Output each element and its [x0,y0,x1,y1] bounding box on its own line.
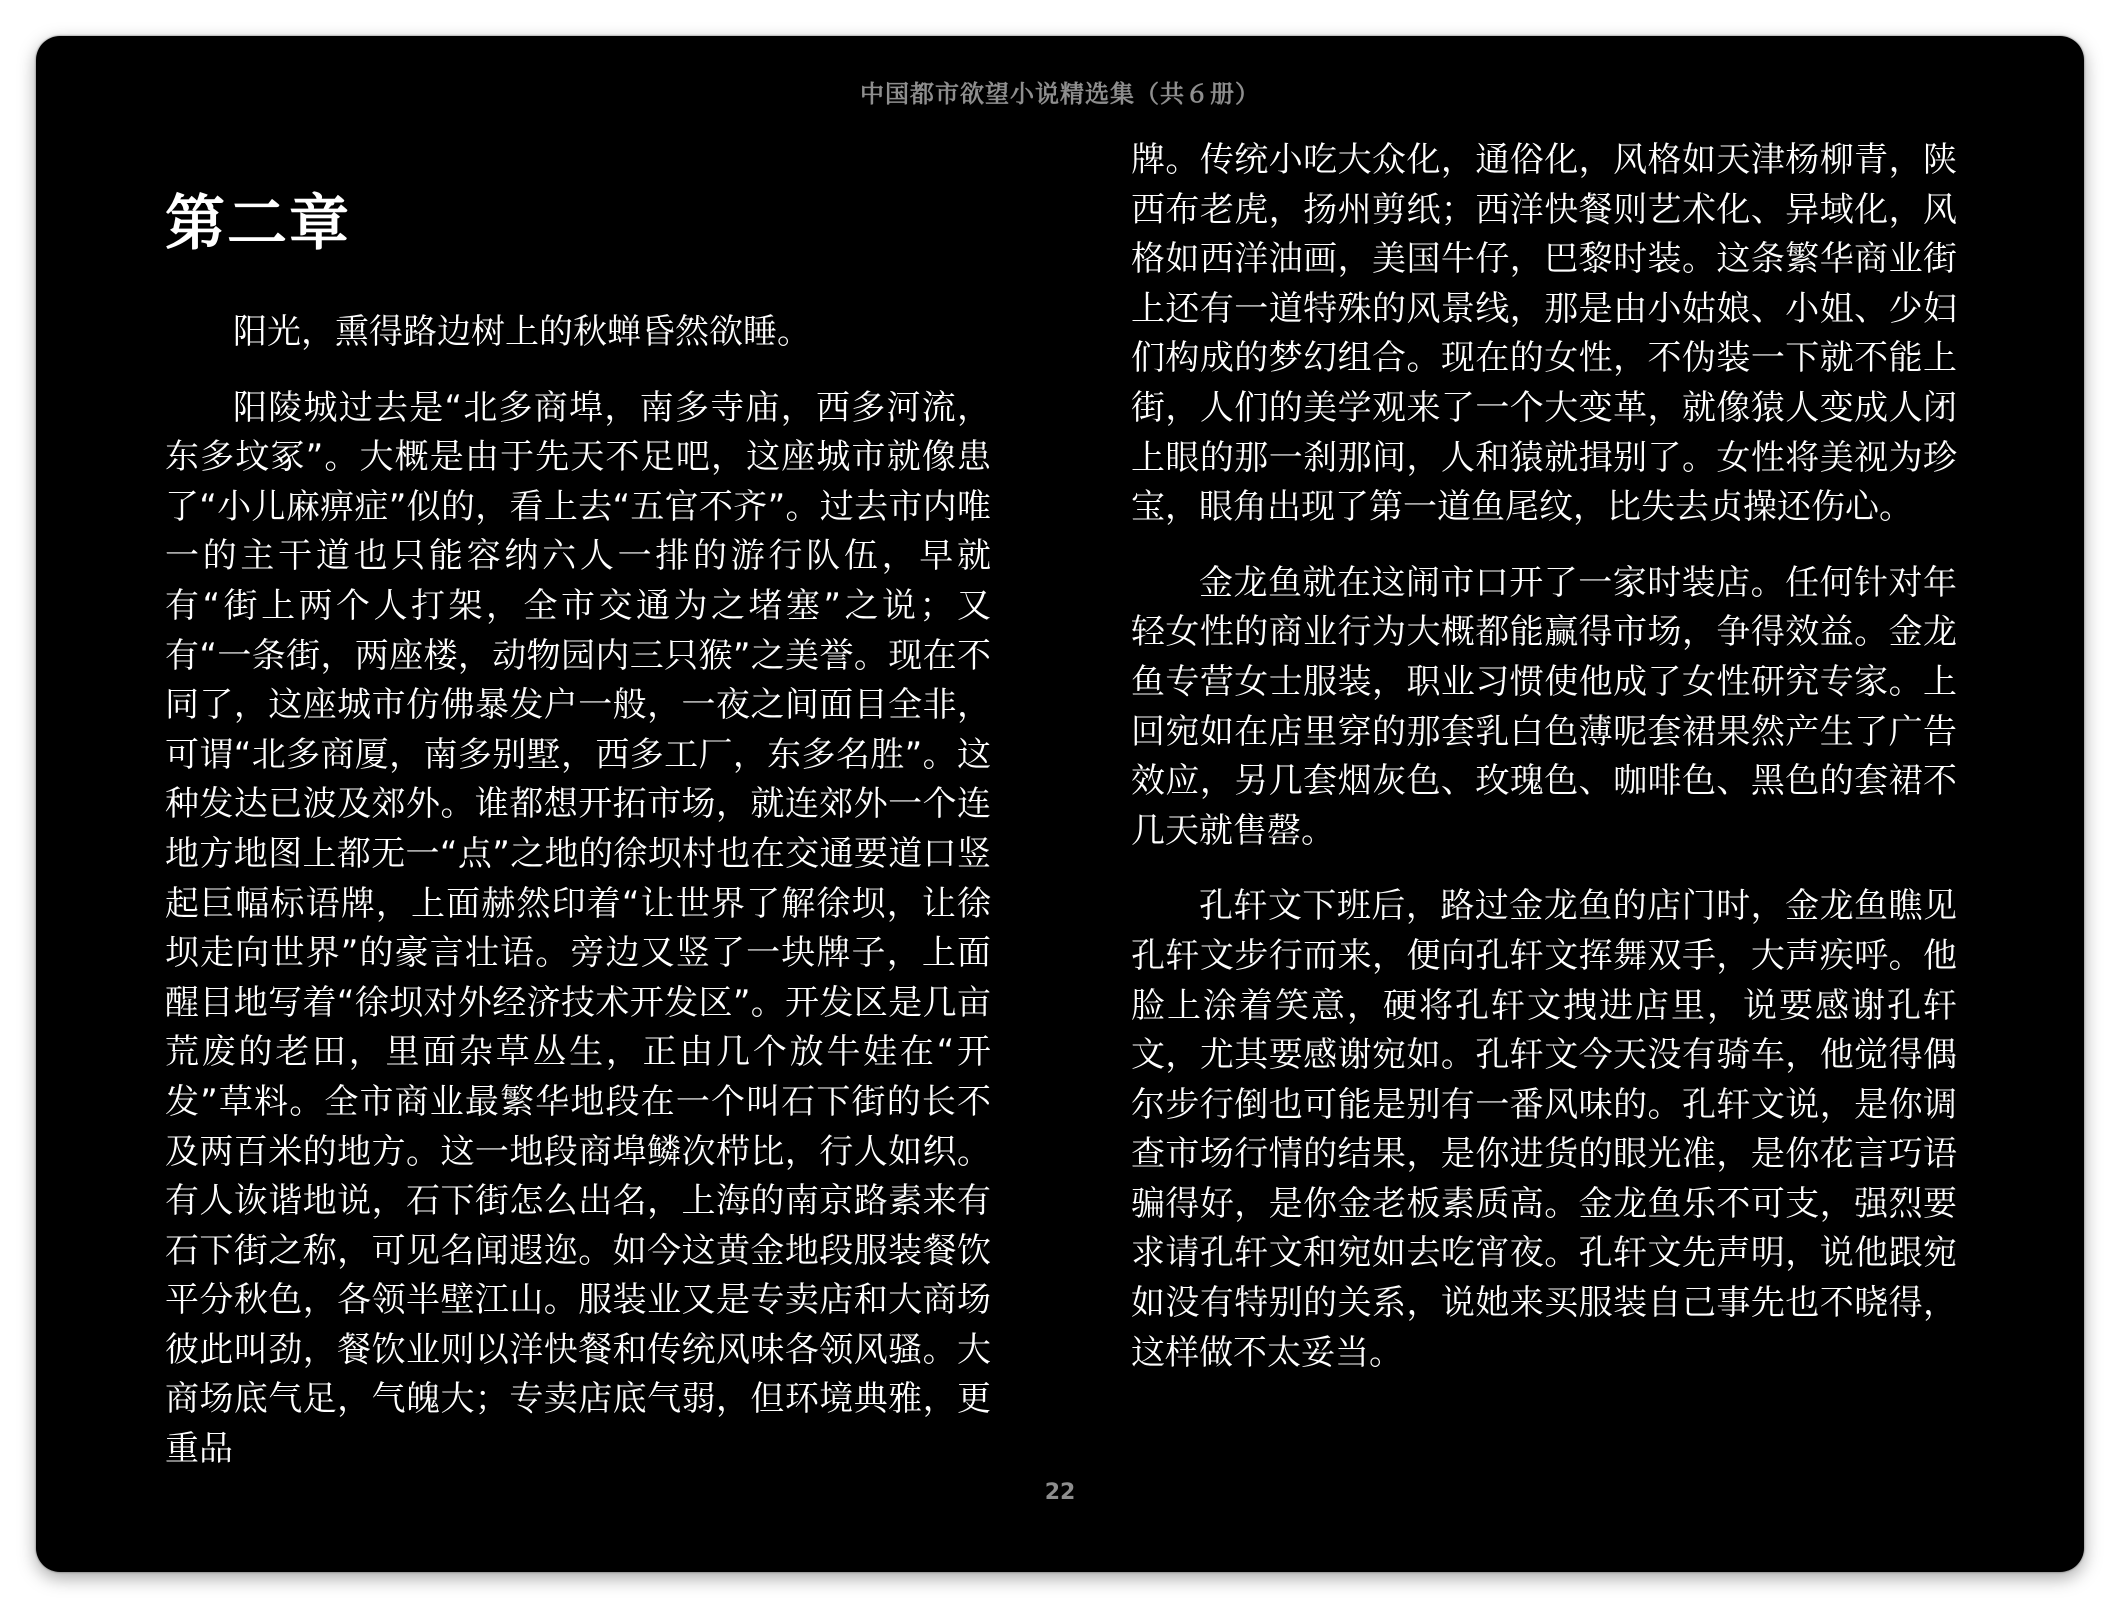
reader-window [36,36,2084,1572]
paragraph: 阳陵城过去是“北多商埠，南多寺庙，西多河流，东多坟冢”。大概是由于先天不足吧，这座城市就像患了“小儿麻痹症”似的，看上去“五官不齐”。过去市内唯一的主干道也只能容纳六人一排的游行队伍，早就有“街上两个人打架，全市交通为之堵塞”之说；又有“一条街，两座楼，动物园内三只猴”之美誉。现在不同了，这座城市仿佛暴发户一般，一夜之间面目全非，可谓“北多商厦，南多别墅，西多工厂，东多名胜”。这种发达已波及郊外。谁都想开拓市场，就连郊外一个连地方地图上都无一“点”之地的徐坝村也在交通要道口竖起巨幅标语牌，上面赫然印着“让世界了解徐坝，让徐坝走向世界”的豪言壮语。旁边又竖了一块牌子，上面醒目地写着“徐坝对外经济技术开发区”。开发区是几亩荒废的老田，里面杂草丛生，正由几个放牛娃在“开发”草料。全市商业最繁华地段在一个叫石下街的长不及两百米的地方。这一地段商埠鳞次栉比，行人如织。有人诙谐地说，石下街怎么出名，上海的南京路素来有石下街之称，可见名闻遐迩。如今这黄金地段服装餐饮平分秋色，各领半壁江山。服装业又是专卖店和大商场彼此叫劲，餐饮业则以洋快餐和传统风味各领风骚。大商场底气足，气魄大；专卖店底气弱，但环境典雅，更重品 [165,387,991,1470]
paragraph: 孔轩文下班后，路过金龙鱼的店门时，金龙鱼瞧见孔轩文步行而来，便向孔轩文挥舞双手，大声疾呼。他脸上涂着笑意，硬将孔轩文拽进店里，说要感谢孔轩文，尤其要感谢宛如。孔轩文今天没有骑车，他觉得偶尔步行倒也可能是别有一番风味的。孔轩文说，是你调查市场行情的结果，是你进货的眼光准，是你花言巧语骗得好，是你金老板素质高。金龙鱼乐不可支，强烈要求请孔轩文和宛如去吃宵夜。孔轩文先声明，说他跟宛如没有特别的关系，说她来买服装自己事先也不晓得，这样做不太妥当。 [1131,886,1957,1373]
paragraph: 阳光，熏得路边树上的秋蝉昏然欲睡。 [233,312,811,352]
book-title: 中国都市欲望小说精选集（共６册） [860,80,1260,108]
page-number: 22 [1044,1480,1076,1505]
right-page [1131,136,1957,1404]
paragraph: 金龙鱼就在这闹市口开了一家时装店。任何针对年轻女性的商业行为大概都能赢得市场，争得效益。金龙鱼专营女士服装，职业习惯使他成了女性研究专家。上回宛如在店里穿的那套乳白色薄呢套裙果然产生了广告效应，另几套烟灰色、玫瑰色、咖啡色、黑色的套裙不几天就售罄。 [1131,562,1957,851]
paragraph: 牌。传统小吃大众化，通俗化，风格如天津杨柳青，陕西布老虎，扬州剪纸；西洋快餐则艺术化、异域化，风格如西洋油画，美国牛仔，巴黎时装。这条繁华商业街上还有一道特殊的风景线，那是由小姑娘、小姐、少妇们构成的梦幻组合。现在的女性，不伪装一下就不能上街，人们的美学观来了一个大变革，就像猿人变成人闭上眼的那一刹那间，人和猿就揖别了。女性将美视为珍宝，眼角出现了第一道鱼尾纹，比失去贞操还伤心。 [1131,140,1957,528]
chapter-title: 第二章 [165,189,351,259]
left-page [165,142,991,1501]
